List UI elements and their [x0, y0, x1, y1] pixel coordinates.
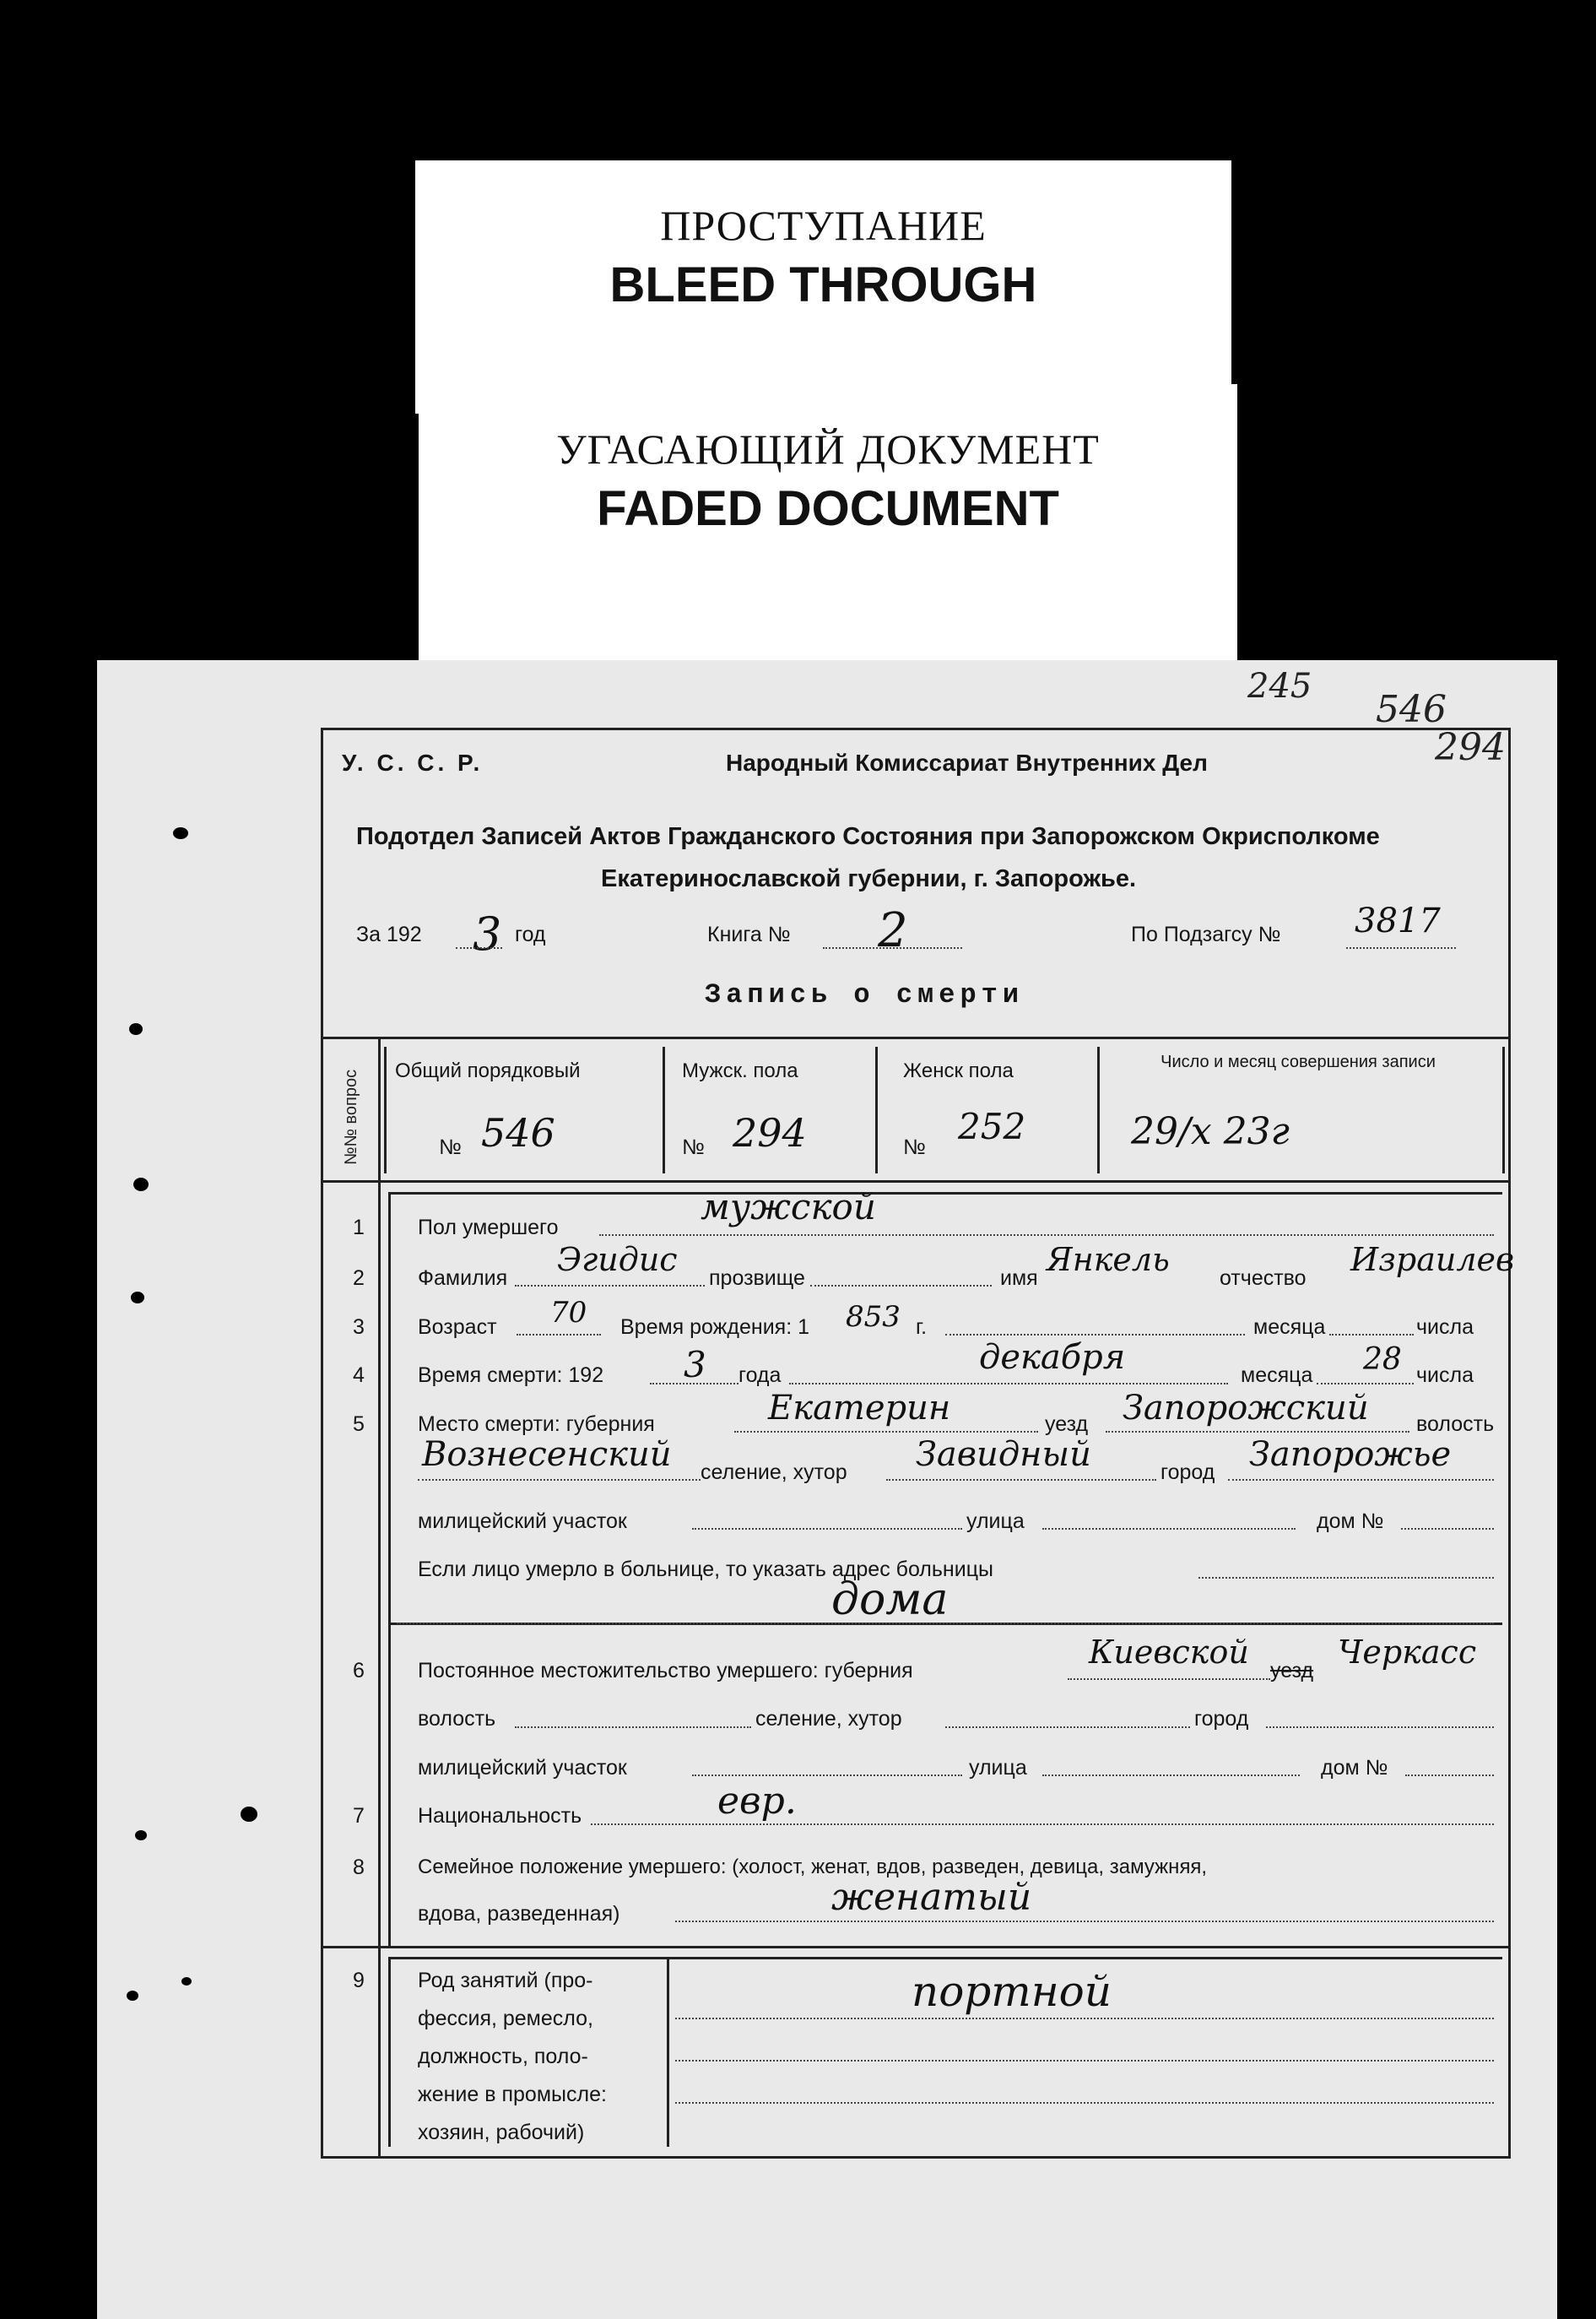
death-city-line	[1228, 1479, 1494, 1481]
punch-hole	[135, 1830, 147, 1840]
death-street-line	[1042, 1528, 1296, 1530]
hospital-value: дома	[831, 1574, 949, 1625]
birth-month-line	[945, 1334, 1245, 1336]
age-line	[517, 1334, 601, 1336]
residence-city-label: город	[1194, 1707, 1249, 1731]
death-city-value: Запорожье	[1249, 1435, 1452, 1474]
col2-value: 294	[733, 1110, 807, 1156]
residence-street-label: улица	[969, 1756, 1027, 1780]
death-time-label: Время смерти: 192	[418, 1363, 604, 1387]
surname-value: Эгидис	[557, 1241, 678, 1278]
death-gubernia-line	[734, 1431, 1038, 1433]
body-left-border	[388, 1192, 391, 1946]
ussr-label: У. С. С. Р.	[342, 750, 484, 776]
row-number-3: 3	[353, 1315, 365, 1339]
book-line	[823, 947, 962, 949]
body-left-border	[388, 1957, 391, 2147]
question-number-label: №№ вопрос	[342, 1069, 360, 1165]
row-number-2: 2	[353, 1266, 365, 1290]
residence-militia-line	[692, 1774, 962, 1776]
marital-line	[675, 1921, 1494, 1922]
col1-value: 546	[481, 1110, 555, 1156]
subsection-line	[1346, 947, 1456, 949]
residence-uezd-value: Черкасс	[1338, 1634, 1477, 1671]
table-col-sep	[875, 1047, 878, 1173]
table-inner-border	[1502, 1047, 1505, 1173]
col1-no-label: №	[439, 1135, 462, 1159]
form-title: Запись о смерти	[705, 979, 1025, 1010]
death-uezd-value: Запорожский	[1123, 1389, 1369, 1428]
sex-value: мужской	[701, 1186, 876, 1227]
col2-no-label: №	[682, 1135, 705, 1159]
table-col-sep	[1097, 1047, 1100, 1173]
death-street-label: улица	[966, 1509, 1025, 1533]
occupation-label-4: жение в промысле:	[418, 2083, 607, 2106]
death-year-line	[650, 1383, 738, 1384]
death-day-value: 28	[1363, 1342, 1402, 1377]
nickname-line	[810, 1285, 992, 1287]
col3-value: 252	[958, 1106, 1026, 1147]
birth-value: 853	[846, 1300, 901, 1334]
residence-selo-line	[945, 1726, 1190, 1728]
row-number-6: 6	[353, 1659, 365, 1682]
year-label: За 192	[356, 923, 422, 946]
nationality-label: Национальность	[418, 1804, 582, 1828]
year-line	[456, 947, 502, 949]
year-value: 3	[473, 908, 502, 961]
death-volost-value: Вознесенский	[422, 1435, 672, 1474]
book-label: Книга №	[707, 923, 791, 946]
punch-hole	[131, 1292, 144, 1303]
faded-document-card	[419, 384, 1237, 663]
faded-document-ru: УГАСАЮЩИЙ ДОКУМЕНТ	[556, 425, 1100, 473]
death-volost-line	[418, 1479, 701, 1481]
punch-hole	[129, 1023, 143, 1035]
table-bottom-line	[321, 1180, 1511, 1183]
record-number-margin-2: 294	[1435, 726, 1506, 769]
occupation-line	[675, 2018, 1494, 2019]
gubernia-label: Екатеринославской губернии, г. Запорожье.	[601, 865, 1137, 892]
marital-label-2: вдова, разведенная)	[418, 1902, 620, 1926]
occupation-line	[675, 2060, 1494, 2062]
surname-line	[515, 1285, 705, 1287]
occupation-label-1: Род занятий (про-	[418, 1969, 593, 1992]
death-place-label: Место смерти: губерния	[418, 1412, 655, 1436]
residence-militia-label: милицейский участок	[418, 1756, 627, 1780]
sex-line	[599, 1234, 1494, 1236]
row9-col-sep	[667, 1957, 669, 2147]
death-day-line	[1317, 1383, 1414, 1384]
death-city-label: город	[1160, 1460, 1215, 1484]
row-number-5: 5	[353, 1412, 365, 1436]
age-value: 70	[550, 1296, 587, 1330]
death-day-label: числа	[1416, 1363, 1474, 1387]
patronymic-label: отчество	[1220, 1266, 1307, 1290]
residence-house-label: дом №	[1321, 1756, 1388, 1780]
section-divider	[321, 1946, 1511, 1948]
patronymic-value: Израилев	[1350, 1241, 1515, 1278]
death-volost-label: волость	[1416, 1412, 1495, 1436]
death-uezd-label: уезд	[1045, 1412, 1089, 1436]
death-house-line	[1401, 1528, 1494, 1530]
subdept-label: Подотдел Записей Актов Гражданского Состояния при Запорожском Окрисполкоме	[356, 823, 1380, 850]
marital-label: Семейное положение умершего: (холост, женат, вдов, разведен, девица, замужняя,	[418, 1856, 1208, 1878]
row-number-4: 4	[353, 1363, 365, 1387]
residence-gubernia-line	[1068, 1678, 1270, 1680]
occupation-label-3: должность, поло-	[418, 2045, 588, 2068]
record-number-margin: 546	[1376, 688, 1447, 731]
subsection-label: По Подзагсу №	[1131, 923, 1281, 946]
death-month-line	[789, 1383, 1228, 1384]
nationality-line	[591, 1823, 1494, 1825]
nationality-value: евр.	[717, 1780, 797, 1823]
firstname-label: имя	[1000, 1266, 1038, 1290]
punch-hole	[181, 1977, 192, 1986]
birth-day-line	[1329, 1334, 1414, 1336]
col4-value: 29/х 23г	[1131, 1110, 1290, 1153]
firstname-value: Янкель	[1047, 1241, 1170, 1278]
death-gubernia-value: Екатерин	[768, 1389, 951, 1428]
birth-month-label: месяца	[1253, 1315, 1326, 1339]
table-inner-border	[384, 1047, 387, 1173]
row-number-9: 9	[353, 1969, 365, 1992]
occupation-label-2: фессия, ремесло,	[418, 2007, 593, 2030]
col3-header: Женск пола	[903, 1059, 1014, 1082]
subsection-value: 3817	[1355, 902, 1441, 940]
residence-selo-label: селение, хутор	[755, 1707, 902, 1731]
sex-label: Пол умершего	[418, 1216, 559, 1239]
residence-uezd-label: уезд	[1270, 1659, 1314, 1682]
residence-volost-line	[515, 1726, 751, 1728]
death-militia-label: милицейский участок	[418, 1509, 627, 1533]
col2-header: Мужск. пола	[682, 1059, 798, 1082]
row-number-8: 8	[353, 1856, 365, 1879]
death-militia-line	[692, 1528, 962, 1530]
book-value: 2	[878, 903, 908, 958]
bleed-through-ru: ПРОСТУПАНИЕ	[660, 202, 987, 249]
birth-label: Время рождения: 1	[620, 1315, 809, 1339]
col4-header: Число и месяц совершения записи	[1160, 1053, 1436, 1071]
birth-suffix: г.	[916, 1315, 928, 1339]
residence-gubernia-value: Киевской	[1089, 1634, 1249, 1671]
residence-house-line	[1405, 1774, 1494, 1776]
death-uezd-line	[1106, 1431, 1409, 1433]
birth-day-label: числа	[1416, 1315, 1474, 1339]
death-month-value: декабря	[979, 1338, 1126, 1377]
bleed-through-card	[415, 160, 1231, 414]
residence-street-line	[1042, 1774, 1300, 1776]
marital-value: женатый	[831, 1876, 1032, 1919]
occupation-value: портной	[912, 1967, 1112, 2016]
punch-hole	[241, 1807, 257, 1822]
nickname-label: прозвище	[709, 1266, 805, 1290]
punch-hole	[127, 1991, 138, 2001]
archive-number: 245	[1247, 667, 1312, 706]
faded-document-en: FADED DOCUMENT	[597, 481, 1059, 536]
death-selo-value: Завидный	[916, 1435, 1091, 1474]
punch-hole	[133, 1178, 149, 1191]
punch-hole	[173, 827, 188, 839]
surname-label: Фамилия	[418, 1266, 508, 1290]
death-month-label: месяца	[1241, 1363, 1313, 1387]
bleed-through-en: BLEED THROUGH	[609, 257, 1037, 312]
row-number-1: 1	[353, 1216, 365, 1239]
section-divider	[388, 1192, 1502, 1195]
residence-volost-label: волость	[418, 1707, 496, 1731]
occupation-label-5: хозяин, рабочий)	[418, 2121, 585, 2144]
table-col-sep	[378, 1037, 381, 2158]
occupation-line	[675, 2102, 1494, 2104]
section-divider	[388, 1957, 1502, 1959]
age-label: Возраст	[418, 1315, 497, 1339]
residence-label: Постоянное местожительство умершего: губерния	[418, 1659, 913, 1682]
residence-city-line	[1266, 1726, 1494, 1728]
hospital-line	[1198, 1577, 1494, 1579]
hospital-line-2	[397, 1623, 1494, 1624]
death-selo-label: селение, хутор	[701, 1460, 847, 1484]
col3-no-label: №	[903, 1135, 926, 1159]
row-number-7: 7	[353, 1804, 365, 1828]
table-top-line	[321, 1037, 1511, 1039]
hospital-label: Если лицо умерло в больнице, то указать адрес больницы	[418, 1558, 993, 1581]
commissariat-label: Народный Комиссариат Внутренних Дел	[726, 750, 1208, 776]
year-suffix: год	[515, 923, 546, 946]
col1-header: Общий порядковый	[395, 1059, 581, 1082]
death-selo-line	[886, 1479, 1156, 1481]
death-year-value: 3	[684, 1344, 706, 1385]
table-col-sep	[663, 1047, 665, 1173]
death-house-label: дом №	[1317, 1509, 1384, 1533]
death-year-label: года	[738, 1363, 782, 1387]
